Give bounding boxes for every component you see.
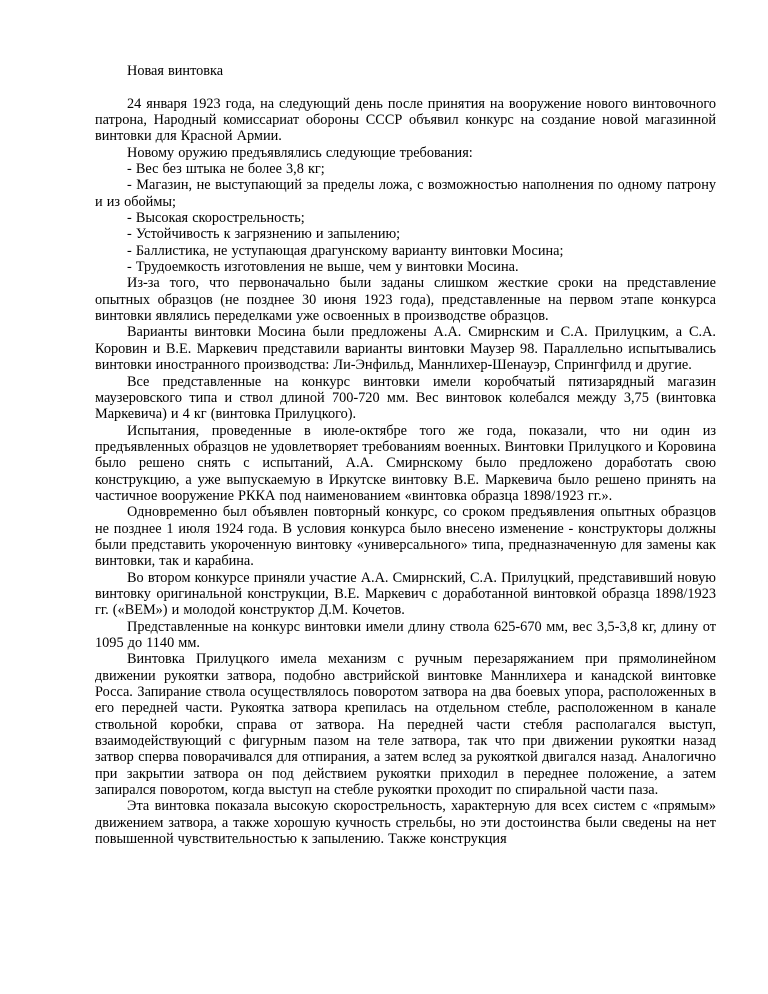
requirement-item-dirt-resistance: - Устойчивость к загрязнению и запылению; bbox=[127, 226, 401, 243]
paragraph-second-contest-announce: Одновременно был объявлен повторный конкурс, со сроком предъявления опытных образцов не позднее 1 июля 1924 года. В условия конкурса было внесено изменение - конструкторы должны были представить укороченную винтовку «универсального» типа, предназначенную для замены как винтовки, так и карабина. bbox=[95, 504, 716, 570]
requirement-item-ballistics: - Баллистика, не уступающая драгунскому варианту винтовки Мосина; bbox=[127, 242, 564, 259]
paragraph-specs-second-contest: Представленные на конкурс винтовки имели длину ствола 625-670 мм, вес 3,5-3,8 кг, длину от 1095 до 1140 мм. bbox=[95, 618, 716, 652]
requirement-item-magazine: - Магазин, не выступающий за пределы ложа, с возможностью наполнения по одному патрону и из обоймы; bbox=[95, 177, 716, 210]
paragraph-intro: 24 января 1923 года, на следующий день после принятия на вооружение нового винтовочного патрона, Народный комиссариат обороны СССР объявил конкурс на создание новой магазинной винтовки для Красной Армии. bbox=[95, 95, 716, 145]
paragraph-trials: Испытания, проведенные в июле-октябре того же года, показали, что ни один из предъявленных образцов не удовлетворяет требованиям военных. Винтовки Прилуцкого и Коровина было решено снять с испытаний, А.А. Смирнскому было предложено доработать свою конструкцию, а уже выпускаемую в Иркутске винтовку В.Е. Маркевича было решено принять на частичное вооружение РККА под наименованием «винтовка образца 1898/1923 гг.». bbox=[95, 422, 716, 504]
requirement-item-labor: - Трудоемкость изготовления не выше, чем у винтовки Мосина. bbox=[127, 259, 519, 276]
paragraph-requirements-heading: Новому оружию предъявлялись следующие требования: bbox=[127, 144, 473, 161]
requirement-item-weight: - Вес без штыка не более 3,8 кг; bbox=[127, 161, 325, 178]
paragraph-second-contest-participants: Во втором конкурсе приняли участие А.А. Смирнский, С.А. Прилуцкий, представивший новую винтовку оригинальной конструкции, В.Е. Маркевич с доработанной винтовкой образца 1898/1923 гг. («ВЕМ») и молодой конструктор Д.М. Кочетов. bbox=[95, 569, 716, 619]
paragraph-variants: Варианты винтовки Мосина были предложены А.А. Смирнским и С.А. Прилуцким, а С.А. Коровин и В.Е. Маркевич представили варианты винтовки Маузер 98. Параллельно испытывались винтовки иностранного производства: Ли-Энфильд, Маннлихер-Шенауэр, Спрингфилд и другие. bbox=[95, 324, 716, 374]
document-text-column bbox=[95, 63, 716, 847]
requirement-item-rate-of-fire: - Высокая скорострельность; bbox=[127, 210, 305, 227]
paragraph-specs-first-contest: Все представленные на конкурс винтовки имели коробчатый пятизарядный магазин маузеровского типа и ствол длиной 700-720 мм. Вес винтовок колебался между 3,75 (винтовка Маркевича) и 4 кг (винтовка Прилуцкого). bbox=[95, 373, 716, 423]
paragraph-deadlines: Из-за того, что первоначально были заданы слишком жесткие сроки на представление опытных образцов (не позднее 30 июня 1923 года), представленные на первом этапе конкурса винтовки являлись переделками уже освоенных в производстве образцов. bbox=[95, 275, 716, 325]
document-title: Новая винтовка bbox=[127, 63, 224, 79]
paragraph-prilutsky-evaluation: Эта винтовка показала высокую скорострельность, характерную для всех систем с «прямым» движением затвора, а также хорошую кучность стрельбы, но эти достоинства были сведены на нет повышенной чувствительностью к запылению. Также конструкция bbox=[95, 798, 716, 848]
paragraph-prilutsky-mechanism: Винтовка Прилуцкого имела механизм с ручным перезаряжанием при прямолинейном движении рукоятки затвора, подобно австрийской винтовке Маннлихера и канадской винтовке Росса. Запирание ствола осуществлялось поворотом затвора на два боевых упора, расположенных в его передней части. Рукоятка затвора крепилась на отдельном стебле, расположенном в канале ствольной коробки, справа от затвора. На передней части стебля располагался выступ, взаимодействующий с фигурным пазом на теле затвора, так что при движении рукоятки назад затвор сперва поворачивался для отпирания, а затем вслед за рукояткой двигался назад. Аналогично при закрытии затвора он под действием рукоятки приходил в переднее положение, а затем запирался поворотом, когда выступ на стебле рукоятки проходит по спиральной части паза. bbox=[95, 651, 716, 799]
